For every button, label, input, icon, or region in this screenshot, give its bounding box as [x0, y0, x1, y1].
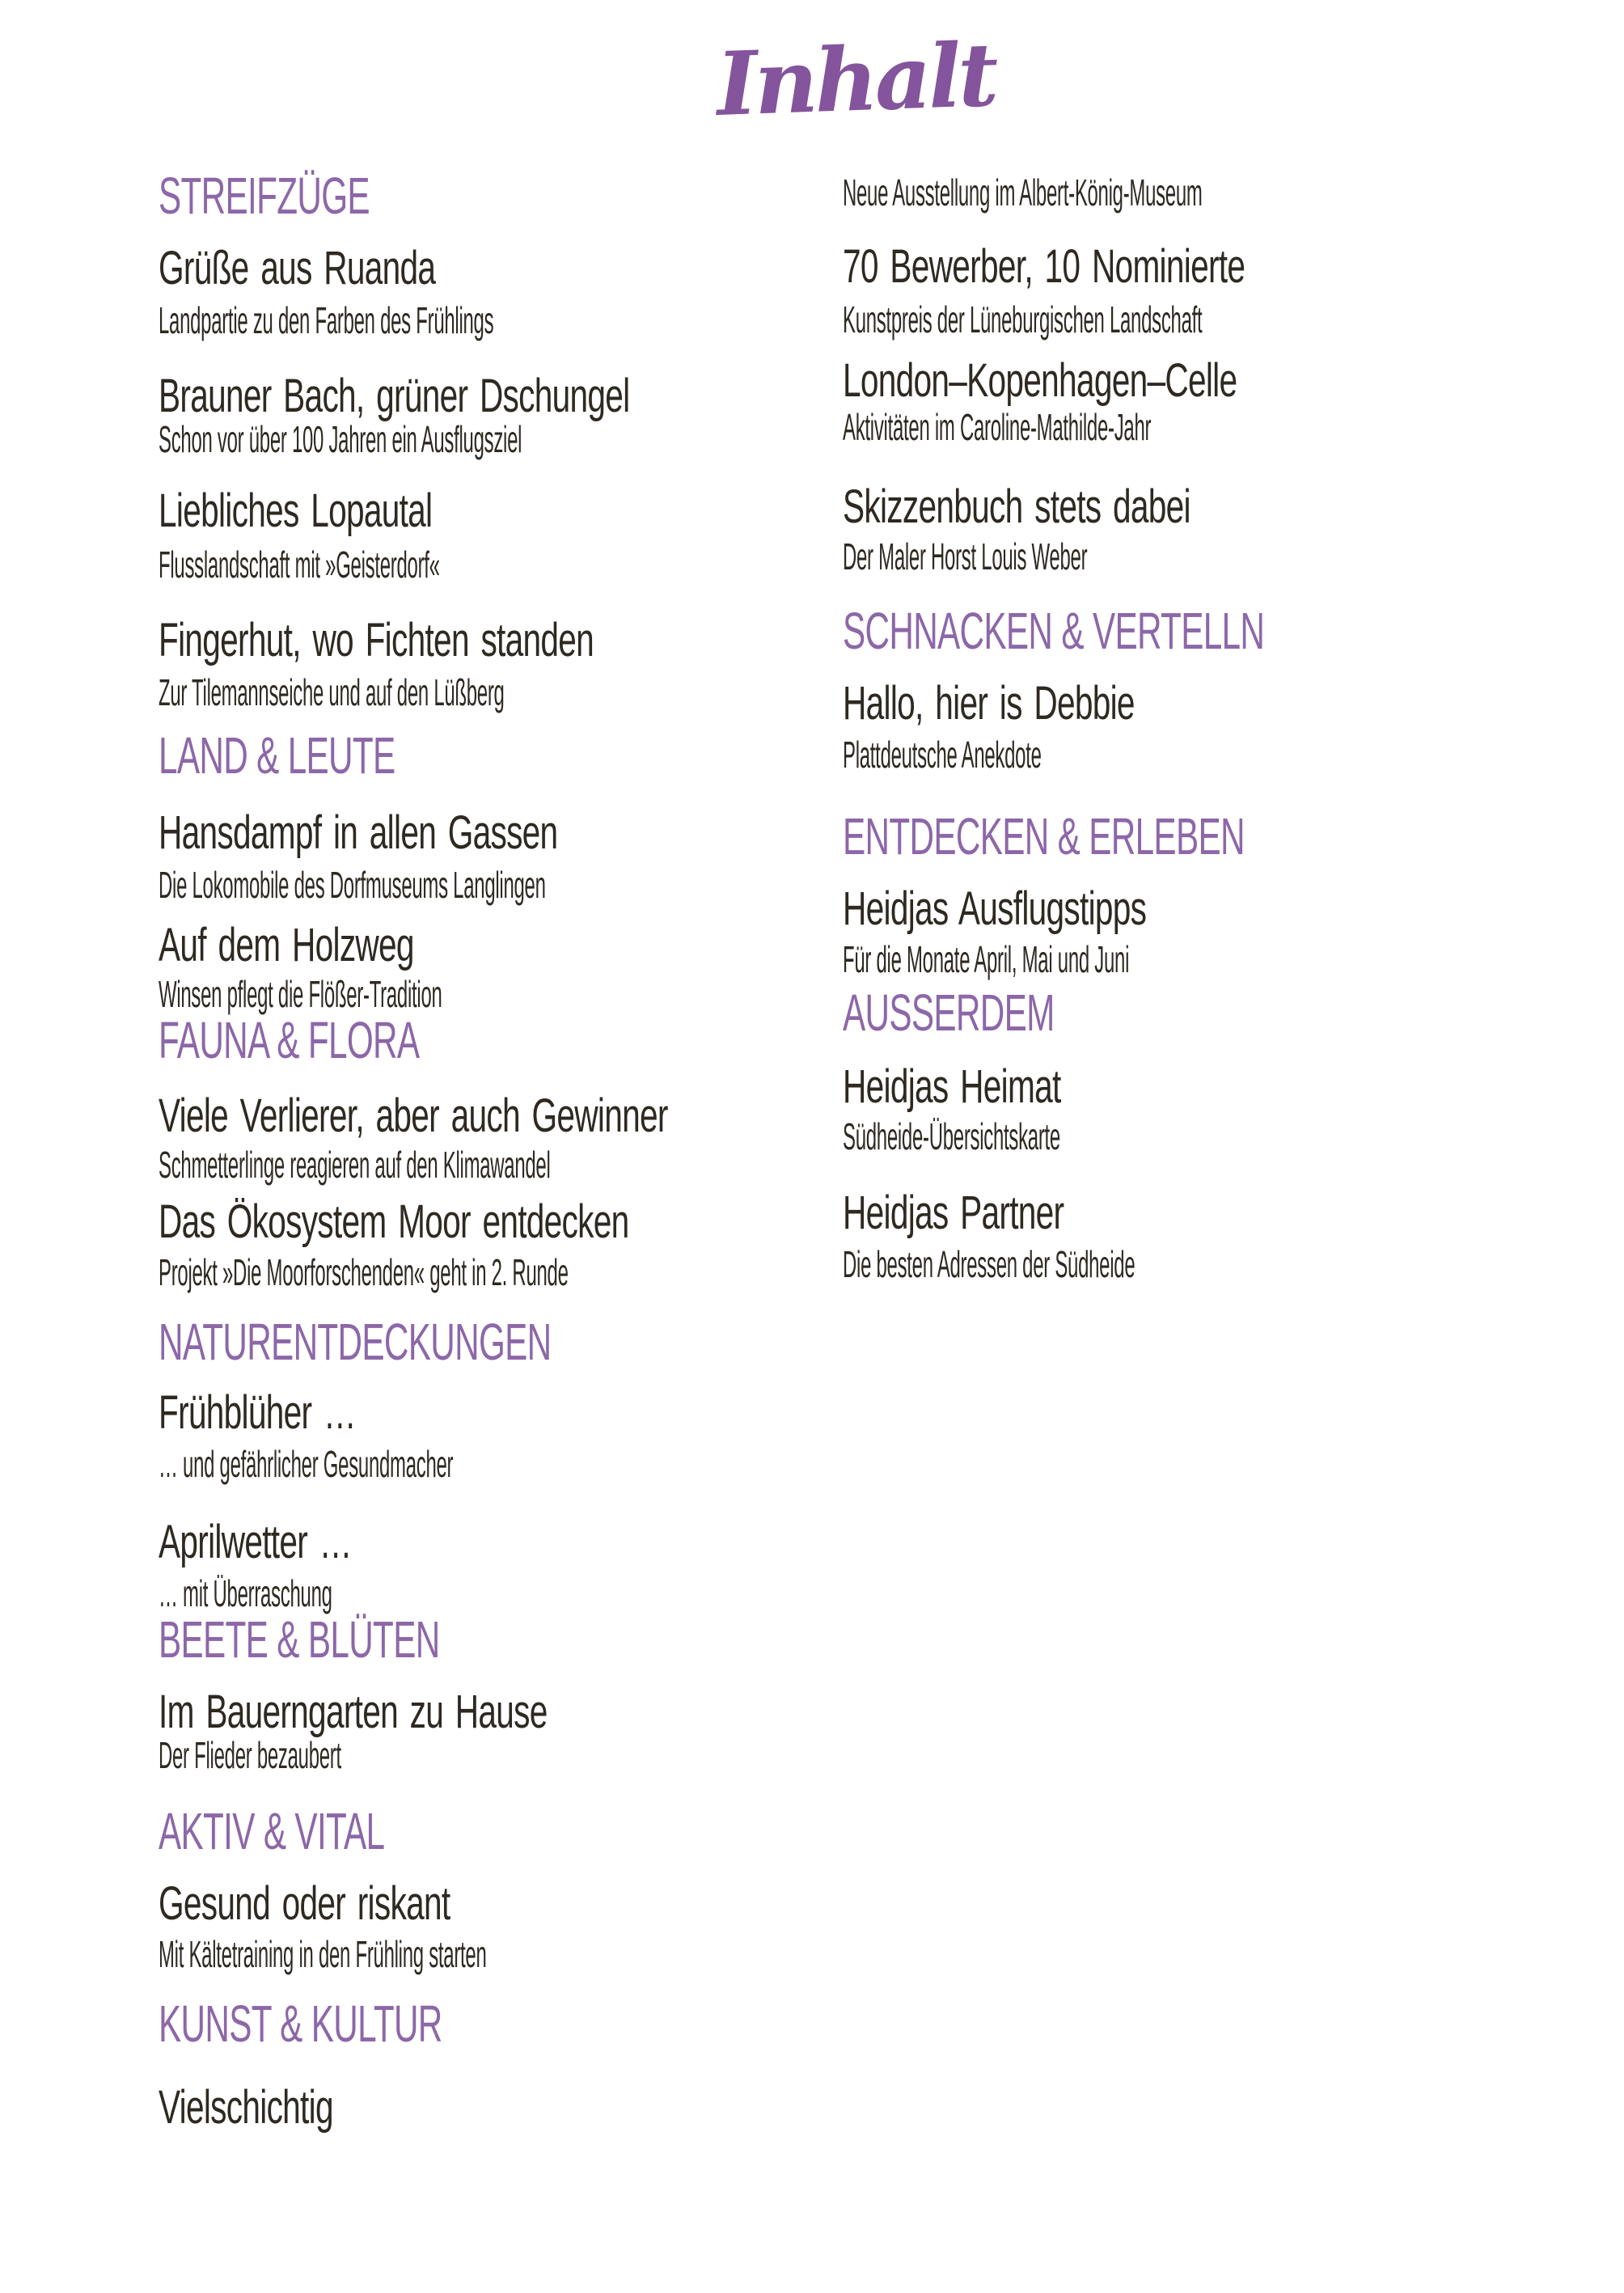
entry-subtitle-fruehblueher: … und gefährlicher Gesundmacher: [159, 1443, 454, 1485]
entry-title-hansdampf: Hansdampf in allen Gassen: [159, 806, 558, 859]
entry-title-skizzenbuch: Skizzenbuch stets dabei: [843, 480, 1191, 533]
entry-title-bauerngarten: Im Bauerngarten zu Hause: [159, 1686, 548, 1738]
header-kunst-kultur: KUNST & KULTUR: [159, 1995, 442, 2053]
entry-subtitle-hansdampf: Die Lokomobile des Dorfmuseums Langlingen: [159, 864, 546, 906]
entry-title-fruehblueher: Frühblüher …: [159, 1386, 356, 1439]
entry-title-viele-verlierer: Viele Verlierer, aber auch Gewinner: [159, 1089, 668, 1142]
entry-subtitle-kunstpreis: Kunstpreis der Lüneburgischen Landschaft: [843, 298, 1203, 341]
header-schnacken-vertelln: SCHNACKEN & VERTELLN: [843, 602, 1265, 660]
entry-title-ausflugstipps: Heidjas Ausflugstipps: [843, 882, 1147, 935]
entry-title-heidjas-partner: Heidjas Partner: [843, 1187, 1064, 1239]
header-entdecken-erleben: ENTDECKEN & ERLEBEN: [843, 807, 1245, 865]
entry-subtitle-caroline-mathilde: Aktivitäten im Caroline-Mathilde-Jahr: [843, 406, 1152, 448]
entry-title-bewerber-nominierte: 70 Bewerber, 10 Nominierte: [843, 240, 1245, 293]
header-land-leute: LAND & LEUTE: [159, 726, 395, 785]
masthead-title: Inhalt: [715, 23, 997, 136]
entry-title-gesund-riskant: Gesund oder riskant: [159, 1877, 450, 1930]
entry-subtitle-aprilwetter: … mit Überraschung: [159, 1572, 332, 1614]
entry-subtitle-holzweg: Winsen pflegt die Flößer-Tradition: [159, 973, 442, 1015]
entry-subtitle-gruesse-ruanda: Landpartie zu den Farben des Frühlings: [159, 299, 494, 341]
entry-subtitle-heidjas-heimat: Südheide-Übersichtskarte: [843, 1115, 1060, 1157]
entry-subtitle-hallo-debbie: Plattdeutsche Anekdote: [843, 734, 1042, 776]
header-fauna-flora: FAUNA & FLORA: [159, 1011, 420, 1069]
entry-title-holzweg: Auf dem Holzweg: [159, 919, 414, 971]
entry-title-london-kopenhagen-celle: London–Kopenhagen–Celle: [843, 354, 1237, 407]
entry-title-hallo-debbie: Hallo, hier is Debbie: [843, 677, 1135, 730]
entry-title-heidjas-heimat: Heidjas Heimat: [843, 1060, 1061, 1113]
header-ausserdem: AUSSERDEM: [843, 984, 1055, 1042]
entry-subtitle-heidjas-partner: Die besten Adressen der Südheide: [843, 1243, 1136, 1285]
entry-title-aprilwetter: Aprilwetter …: [159, 1516, 352, 1568]
entry-subtitle-viele-verlierer: Schmetterlinge reagieren auf den Klimawandel: [159, 1144, 551, 1186]
entry-subtitle-gesund-riskant: Mit Kältetraining in den Frühling starten: [159, 1933, 487, 1975]
entry-subtitle-brauner-bach: Schon vor über 100 Jahren ein Ausflugsziel: [159, 418, 522, 460]
entry-title-fingerhut: Fingerhut, wo Fichten standen: [159, 614, 594, 666]
header-beete-blueten: BEETE & BLÜTEN: [159, 1610, 440, 1669]
header-streifzuege: STREIFZÜGE: [159, 167, 370, 225]
header-aktiv-vital: AKTIV & VITAL: [159, 1802, 385, 1860]
entry-subtitle-fingerhut: Zur Tilemannseiche und auf den Lüßberg: [159, 671, 505, 713]
entry-title-brauner-bach: Brauner Bach, grüner Dschungel: [159, 370, 630, 422]
entry-title-gruesse-ruanda: Grüße aus Ruanda: [159, 242, 436, 294]
entry-title-oekosystem-moor: Das Ökosystem Moor entdecken: [159, 1195, 629, 1248]
entry-subtitle-ausflugstipps: Für die Monate April, Mai und Juni: [843, 938, 1130, 980]
entry-subtitle-bauerngarten: Der Flieder bezaubert: [159, 1734, 341, 1776]
entry-subtitle-lopautal: Flusslandschaft mit »Geisterdorf«: [159, 544, 440, 586]
entry-subtitle-neue-ausstellung: Neue Ausstellung im Albert-König-Museum: [843, 171, 1203, 214]
entry-subtitle-oekosystem-moor: Projekt »Die Moorforschenden« geht in 2. Runde: [159, 1251, 569, 1293]
entry-subtitle-skizzenbuch: Der Maler Horst Louis Weber: [843, 535, 1088, 577]
entry-title-vielschichtig: Vielschichtig: [159, 2081, 333, 2134]
header-naturentdeckungen: NATURENTDECKUNGEN: [159, 1313, 552, 1371]
entry-title-lopautal: Liebliches Lopautal: [159, 484, 433, 537]
